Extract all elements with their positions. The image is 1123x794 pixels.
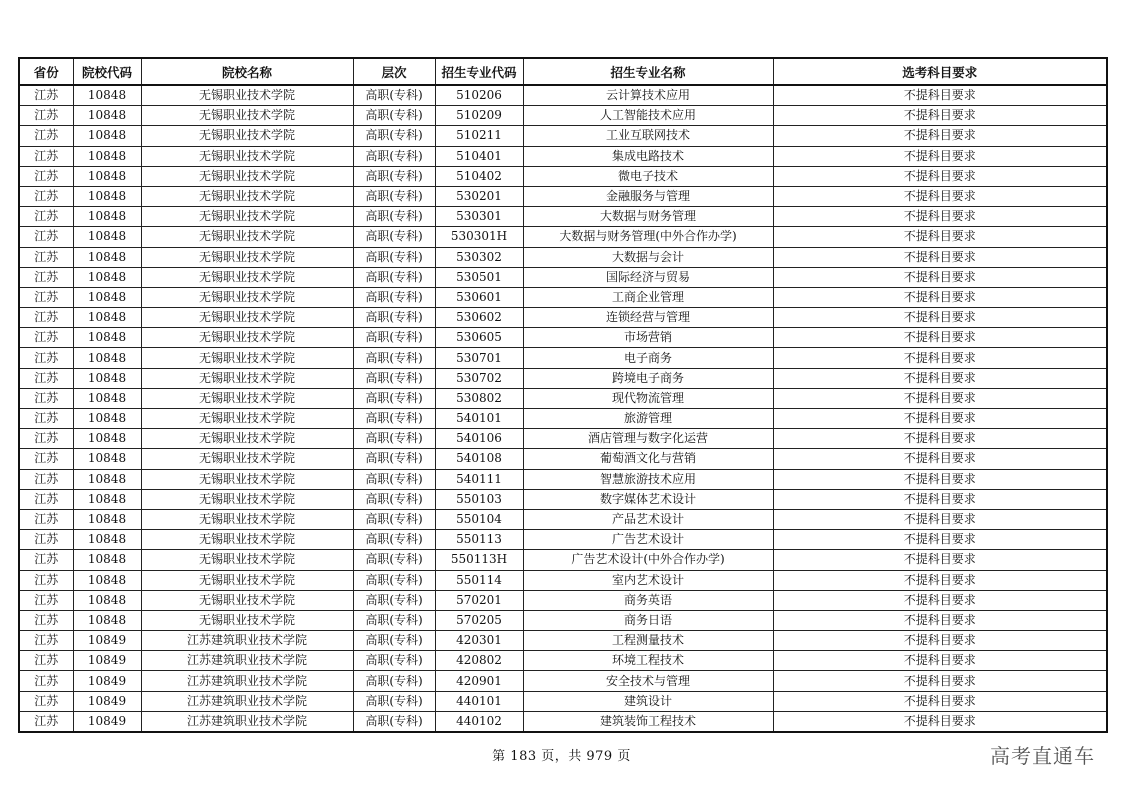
cell-major-code: 530605 [435,328,523,348]
cell-province: 江苏 [19,550,73,570]
cell-major-name: 集成电路技术 [523,146,773,166]
table-row [19,409,1107,429]
cell-subject-requirement: 不提科目要求 [773,146,1107,166]
cell-province: 江苏 [19,469,73,489]
cell-major-name: 工程测量技术 [523,631,773,651]
cell-school-name: 无锡职业技术学院 [141,247,353,267]
table-row [19,570,1107,590]
cell-province: 江苏 [19,227,73,247]
table-row [19,368,1107,388]
cell-province: 江苏 [19,368,73,388]
cell-province: 江苏 [19,449,73,469]
cell-province: 江苏 [19,509,73,529]
cell-major-code: 530701 [435,348,523,368]
cell-major-code: 530302 [435,247,523,267]
cell-subject-requirement: 不提科目要求 [773,409,1107,429]
table-row [19,126,1107,146]
cell-major-name: 工业互联网技术 [523,126,773,146]
cell-level: 高职(专科) [353,247,435,267]
cell-level: 高职(专科) [353,671,435,691]
cell-school-name: 江苏建筑职业技术学院 [141,711,353,732]
cell-major-code: 530301H [435,227,523,247]
cell-subject-requirement: 不提科目要求 [773,85,1107,106]
cell-subject-requirement: 不提科目要求 [773,166,1107,186]
cell-level: 高职(专科) [353,489,435,509]
cell-level: 高职(专科) [353,308,435,328]
cell-school-code: 10848 [73,570,141,590]
cell-school-code: 10848 [73,409,141,429]
cell-school-code: 10848 [73,348,141,368]
table-row [19,590,1107,610]
header-province: 省份 [19,58,73,85]
cell-major-name: 葡萄酒文化与营销 [523,449,773,469]
cell-level: 高职(专科) [353,550,435,570]
cell-school-code: 10848 [73,186,141,206]
table-row [19,207,1107,227]
cell-province: 江苏 [19,610,73,630]
cell-level: 高职(专科) [353,711,435,732]
cell-subject-requirement: 不提科目要求 [773,207,1107,227]
cell-major-name: 电子商务 [523,348,773,368]
cell-province: 江苏 [19,570,73,590]
cell-school-name: 无锡职业技术学院 [141,348,353,368]
cell-major-code: 530301 [435,207,523,227]
cell-level: 高职(专科) [353,388,435,408]
cell-province: 江苏 [19,530,73,550]
cell-major-code: 510401 [435,146,523,166]
cell-major-name: 智慧旅游技术应用 [523,469,773,489]
cell-school-code: 10848 [73,489,141,509]
table-row [19,287,1107,307]
cell-province: 江苏 [19,106,73,126]
cell-school-code: 10848 [73,126,141,146]
cell-level: 高职(专科) [353,207,435,227]
cell-school-name: 无锡职业技术学院 [141,388,353,408]
cell-school-code: 10848 [73,146,141,166]
table-row [19,550,1107,570]
cell-school-code: 10848 [73,590,141,610]
cell-province: 江苏 [19,308,73,328]
cell-major-name: 环境工程技术 [523,651,773,671]
cell-major-name: 大数据与财务管理 [523,207,773,227]
cell-school-name: 无锡职业技术学院 [141,509,353,529]
cell-major-code: 550114 [435,570,523,590]
cell-school-code: 10848 [73,368,141,388]
table-row [19,348,1107,368]
cell-major-name: 酒店管理与数字化运营 [523,429,773,449]
table-row [19,388,1107,408]
cell-school-code: 10848 [73,227,141,247]
cell-major-name: 市场营销 [523,328,773,348]
cell-school-name: 江苏建筑职业技术学院 [141,631,353,651]
cell-school-code: 10849 [73,631,141,651]
table-row [19,429,1107,449]
cell-province: 江苏 [19,186,73,206]
cell-major-code: 420301 [435,631,523,651]
cell-subject-requirement: 不提科目要求 [773,509,1107,529]
cell-major-code: 550113H [435,550,523,570]
cell-major-name: 工商企业管理 [523,287,773,307]
cell-major-code: 510209 [435,106,523,126]
page-number: 第 183 页，共 979 页 [492,749,631,764]
header-subject-requirement: 选考科目要求 [773,58,1107,85]
cell-major-code: 420901 [435,671,523,691]
cell-major-name: 产品艺术设计 [523,509,773,529]
cell-major-code: 570205 [435,610,523,630]
cell-subject-requirement: 不提科目要求 [773,671,1107,691]
cell-school-name: 无锡职业技术学院 [141,207,353,227]
cell-school-code: 10848 [73,328,141,348]
cell-level: 高职(专科) [353,469,435,489]
cell-level: 高职(专科) [353,126,435,146]
cell-major-code: 440102 [435,711,523,732]
cell-school-name: 无锡职业技术学院 [141,550,353,570]
cell-school-name: 无锡职业技术学院 [141,328,353,348]
cell-subject-requirement: 不提科目要求 [773,489,1107,509]
cell-subject-requirement: 不提科目要求 [773,227,1107,247]
cell-level: 高职(专科) [353,146,435,166]
header-major-code: 招生专业代码 [435,58,523,85]
table-row [19,85,1107,106]
cell-major-name: 旅游管理 [523,409,773,429]
cell-subject-requirement: 不提科目要求 [773,247,1107,267]
cell-school-name: 无锡职业技术学院 [141,530,353,550]
header-major-name: 招生专业名称 [523,58,773,85]
cell-school-name: 无锡职业技术学院 [141,166,353,186]
cell-school-code: 10848 [73,85,141,106]
cell-major-code: 550103 [435,489,523,509]
table-body [19,85,1107,732]
cell-major-name: 数字媒体艺术设计 [523,489,773,509]
cell-major-name: 金融服务与管理 [523,186,773,206]
cell-level: 高职(专科) [353,610,435,630]
cell-major-name: 大数据与会计 [523,247,773,267]
cell-subject-requirement: 不提科目要求 [773,348,1107,368]
table-row [19,166,1107,186]
cell-major-code: 420802 [435,651,523,671]
cell-major-name: 人工智能技术应用 [523,106,773,126]
cell-level: 高职(专科) [353,631,435,651]
cell-major-code: 530601 [435,287,523,307]
table-row [19,328,1107,348]
cell-province: 江苏 [19,671,73,691]
cell-level: 高职(专科) [353,85,435,106]
table-row [19,247,1107,267]
table-row [19,509,1107,529]
cell-school-name: 无锡职业技术学院 [141,368,353,388]
cell-major-name: 云计算技术应用 [523,85,773,106]
header-level: 层次 [353,58,435,85]
cell-school-code: 10849 [73,651,141,671]
cell-major-code: 550113 [435,530,523,550]
cell-subject-requirement: 不提科目要求 [773,126,1107,146]
cell-province: 江苏 [19,691,73,711]
table-row [19,186,1107,206]
cell-level: 高职(专科) [353,530,435,550]
cell-major-name: 国际经济与贸易 [523,267,773,287]
table-row [19,530,1107,550]
cell-major-name: 安全技术与管理 [523,671,773,691]
cell-school-code: 10849 [73,671,141,691]
cell-school-name: 无锡职业技术学院 [141,146,353,166]
cell-major-code: 510211 [435,126,523,146]
cell-subject-requirement: 不提科目要求 [773,388,1107,408]
cell-school-code: 10849 [73,711,141,732]
cell-level: 高职(专科) [353,227,435,247]
cell-school-name: 无锡职业技术学院 [141,449,353,469]
cell-major-code: 540106 [435,429,523,449]
table-row [19,671,1107,691]
cell-subject-requirement: 不提科目要求 [773,449,1107,469]
cell-major-name: 跨境电子商务 [523,368,773,388]
cell-school-code: 10848 [73,610,141,630]
table-row [19,691,1107,711]
cell-school-code: 10848 [73,429,141,449]
cell-major-code: 550104 [435,509,523,529]
table-row [19,308,1107,328]
cell-province: 江苏 [19,388,73,408]
cell-province: 江苏 [19,651,73,671]
table-row [19,449,1107,469]
cell-level: 高职(专科) [353,328,435,348]
cell-school-code: 10848 [73,550,141,570]
table-row [19,489,1107,509]
cell-province: 江苏 [19,146,73,166]
cell-school-code: 10848 [73,247,141,267]
table-row [19,610,1107,630]
cell-major-code: 530702 [435,368,523,388]
cell-school-name: 无锡职业技术学院 [141,308,353,328]
cell-school-name: 无锡职业技术学院 [141,570,353,590]
cell-subject-requirement: 不提科目要求 [773,550,1107,570]
cell-province: 江苏 [19,207,73,227]
cell-school-name: 无锡职业技术学院 [141,429,353,449]
cell-level: 高职(专科) [353,166,435,186]
cell-school-code: 10848 [73,530,141,550]
admissions-table [18,57,1108,733]
cell-province: 江苏 [19,85,73,106]
cell-subject-requirement: 不提科目要求 [773,469,1107,489]
cell-school-code: 10848 [73,509,141,529]
cell-school-name: 无锡职业技术学院 [141,126,353,146]
cell-level: 高职(专科) [353,429,435,449]
cell-subject-requirement: 不提科目要求 [773,691,1107,711]
cell-major-code: 510206 [435,85,523,106]
table-row [19,267,1107,287]
cell-level: 高职(专科) [353,651,435,671]
cell-school-name: 无锡职业技术学院 [141,227,353,247]
cell-major-code: 510402 [435,166,523,186]
cell-province: 江苏 [19,489,73,509]
cell-school-name: 无锡职业技术学院 [141,469,353,489]
cell-school-name: 江苏建筑职业技术学院 [141,651,353,671]
cell-school-name: 无锡职业技术学院 [141,610,353,630]
cell-major-code: 540111 [435,469,523,489]
cell-subject-requirement: 不提科目要求 [773,711,1107,732]
cell-major-name: 商务英语 [523,590,773,610]
cell-province: 江苏 [19,247,73,267]
cell-subject-requirement: 不提科目要求 [773,590,1107,610]
cell-school-name: 江苏建筑职业技术学院 [141,691,353,711]
cell-province: 江苏 [19,126,73,146]
cell-subject-requirement: 不提科目要求 [773,267,1107,287]
cell-major-code: 530602 [435,308,523,328]
cell-level: 高职(专科) [353,509,435,529]
cell-major-code: 540101 [435,409,523,429]
cell-level: 高职(专科) [353,267,435,287]
cell-province: 江苏 [19,429,73,449]
cell-major-name: 室内艺术设计 [523,570,773,590]
cell-major-name: 现代物流管理 [523,388,773,408]
cell-province: 江苏 [19,711,73,732]
cell-subject-requirement: 不提科目要求 [773,651,1107,671]
table-row [19,631,1107,651]
cell-province: 江苏 [19,409,73,429]
cell-school-code: 10848 [73,166,141,186]
cell-school-name: 无锡职业技术学院 [141,590,353,610]
table-row [19,651,1107,671]
cell-subject-requirement: 不提科目要求 [773,570,1107,590]
table-header-row [19,58,1107,85]
cell-major-code: 530501 [435,267,523,287]
table-row [19,227,1107,247]
cell-major-code: 540108 [435,449,523,469]
cell-major-name: 建筑装饰工程技术 [523,711,773,732]
cell-major-name: 广告艺术设计 [523,530,773,550]
cell-province: 江苏 [19,267,73,287]
cell-school-code: 10848 [73,287,141,307]
cell-school-name: 无锡职业技术学院 [141,409,353,429]
cell-level: 高职(专科) [353,106,435,126]
cell-subject-requirement: 不提科目要求 [773,631,1107,651]
cell-province: 江苏 [19,348,73,368]
cell-subject-requirement: 不提科目要求 [773,106,1107,126]
cell-subject-requirement: 不提科目要求 [773,186,1107,206]
cell-school-name: 江苏建筑职业技术学院 [141,671,353,691]
table-row [19,469,1107,489]
cell-subject-requirement: 不提科目要求 [773,610,1107,630]
cell-subject-requirement: 不提科目要求 [773,530,1107,550]
cell-province: 江苏 [19,166,73,186]
cell-subject-requirement: 不提科目要求 [773,287,1107,307]
cell-school-name: 无锡职业技术学院 [141,267,353,287]
table-row [19,711,1107,732]
cell-province: 江苏 [19,287,73,307]
header-school-code: 院校代码 [73,58,141,85]
cell-school-name: 无锡职业技术学院 [141,85,353,106]
cell-major-code: 570201 [435,590,523,610]
cell-school-code: 10848 [73,207,141,227]
cell-major-name: 建筑设计 [523,691,773,711]
cell-major-code: 530201 [435,186,523,206]
cell-level: 高职(专科) [353,287,435,307]
cell-subject-requirement: 不提科目要求 [773,328,1107,348]
cell-school-code: 10849 [73,691,141,711]
cell-subject-requirement: 不提科目要求 [773,308,1107,328]
cell-school-code: 10848 [73,106,141,126]
cell-major-code: 440101 [435,691,523,711]
table-row [19,146,1107,166]
cell-province: 江苏 [19,631,73,651]
cell-level: 高职(专科) [353,186,435,206]
cell-major-name: 连锁经营与管理 [523,308,773,328]
table-row [19,106,1107,126]
cell-school-code: 10848 [73,308,141,328]
watermark-logo: 高考直通车 [990,744,1095,768]
cell-major-name: 广告艺术设计(中外合作办学) [523,550,773,570]
cell-school-code: 10848 [73,469,141,489]
cell-school-name: 无锡职业技术学院 [141,287,353,307]
cell-school-code: 10848 [73,449,141,469]
cell-major-name: 微电子技术 [523,166,773,186]
cell-level: 高职(专科) [353,368,435,388]
cell-major-name: 大数据与财务管理(中外合作办学) [523,227,773,247]
cell-subject-requirement: 不提科目要求 [773,429,1107,449]
cell-level: 高职(专科) [353,570,435,590]
cell-school-name: 无锡职业技术学院 [141,489,353,509]
cell-school-name: 无锡职业技术学院 [141,186,353,206]
cell-subject-requirement: 不提科目要求 [773,368,1107,388]
cell-major-name: 商务日语 [523,610,773,630]
cell-level: 高职(专科) [353,409,435,429]
cell-province: 江苏 [19,590,73,610]
cell-school-code: 10848 [73,267,141,287]
cell-school-name: 无锡职业技术学院 [141,106,353,126]
cell-level: 高职(专科) [353,449,435,469]
header-school-name: 院校名称 [141,58,353,85]
cell-level: 高职(专科) [353,691,435,711]
cell-school-code: 10848 [73,388,141,408]
cell-level: 高职(专科) [353,348,435,368]
cell-level: 高职(专科) [353,590,435,610]
cell-major-code: 530802 [435,388,523,408]
cell-province: 江苏 [19,328,73,348]
